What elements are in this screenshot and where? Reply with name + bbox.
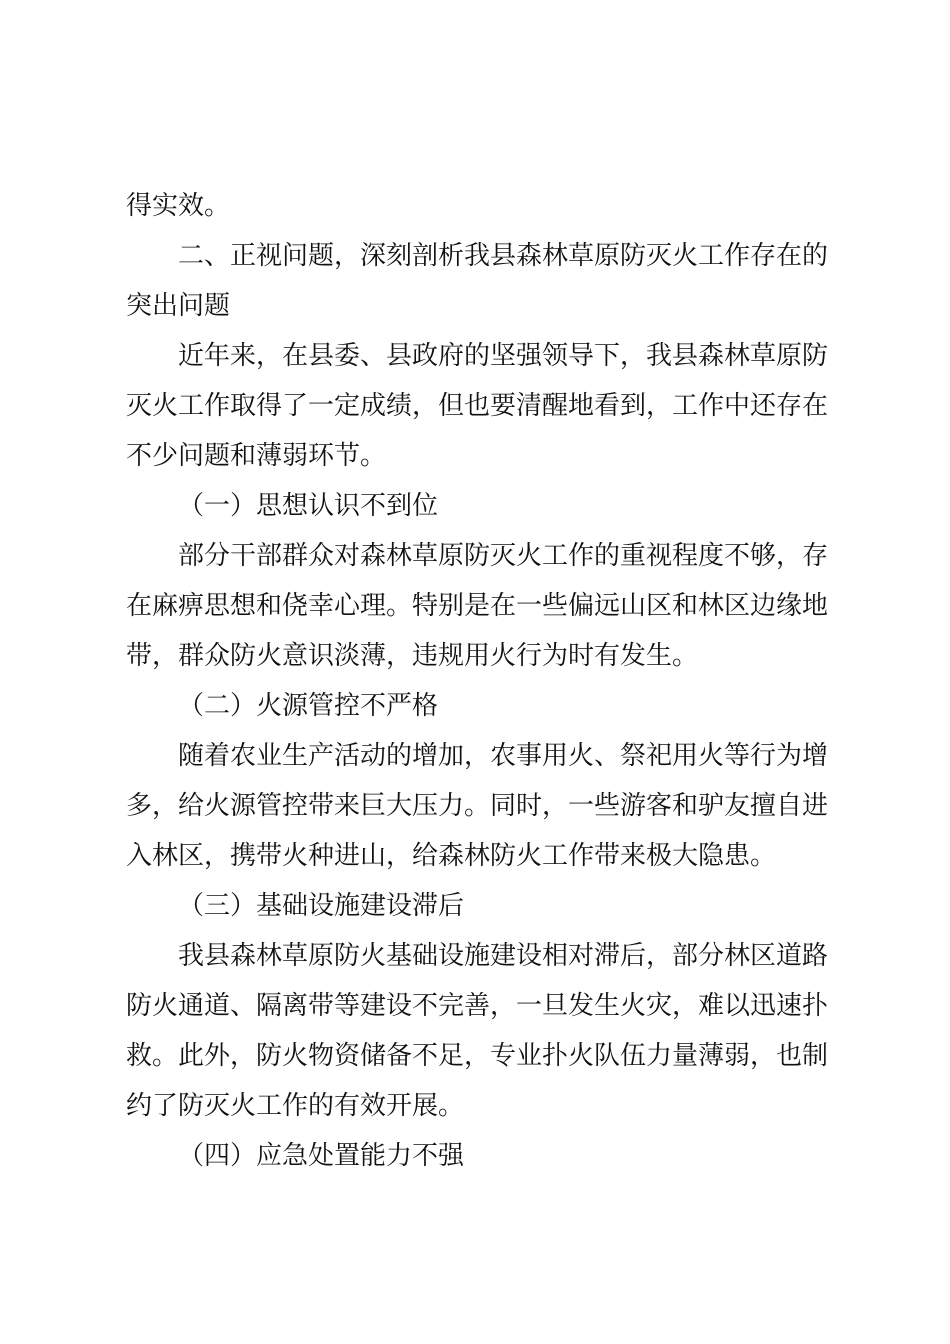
paragraph-line: 带，群众防火意识淡薄，违规用火行为时有发生。 — [126, 641, 699, 671]
subsection-heading: （二）火源管控不严格 — [178, 691, 439, 721]
section-heading: 二、正视问题，深刻剖析我县森林草原防灭火工作存在的 — [178, 241, 829, 271]
paragraph-line: 灭火工作取得了一定成绩，但也要清醒地看到，工作中还存在 — [126, 391, 829, 421]
paragraph-line: 得实效。 — [126, 191, 231, 221]
paragraph-line: 多，给火源管控带来巨大压力。同时，一些游客和驴友擅自进 — [126, 791, 829, 821]
paragraph-line: 约了防灭火工作的有效开展。 — [126, 1091, 465, 1121]
paragraph-line: 在麻痹思想和侥幸心理。特别是在一些偏远山区和林区边缘地 — [126, 591, 829, 621]
paragraph-line: 入林区，携带火种进山，给森林防火工作带来极大隐患。 — [126, 841, 777, 871]
paragraph-line: 部分干部群众对森林草原防灭火工作的重视程度不够，存 — [178, 541, 829, 571]
paragraph-line: 救。此外，防火物资储备不足，专业扑火队伍力量薄弱，也制 — [126, 1041, 829, 1071]
paragraph-line: 近年来，在县委、县政府的坚强领导下，我县森林草原防 — [178, 341, 829, 371]
subsection-heading: （四）应急处置能力不强 — [178, 1141, 465, 1171]
paragraph-line: 防火通道、隔离带等建设不完善，一旦发生火灾，难以迅速扑 — [126, 991, 829, 1021]
document-body — [126, 181, 832, 1181]
subsection-heading: （一）思想认识不到位 — [178, 491, 439, 521]
section-heading-continuation: 突出问题 — [126, 291, 231, 321]
paragraph-line: 随着农业生产活动的增加，农事用火、祭祀用火等行为增 — [178, 741, 829, 771]
paragraph-line: 我县森林草原防火基础设施建设相对滞后，部分林区道路 — [178, 941, 829, 971]
paragraph-line: 不少问题和薄弱环节。 — [126, 441, 387, 471]
subsection-heading: （三）基础设施建设滞后 — [178, 891, 465, 921]
